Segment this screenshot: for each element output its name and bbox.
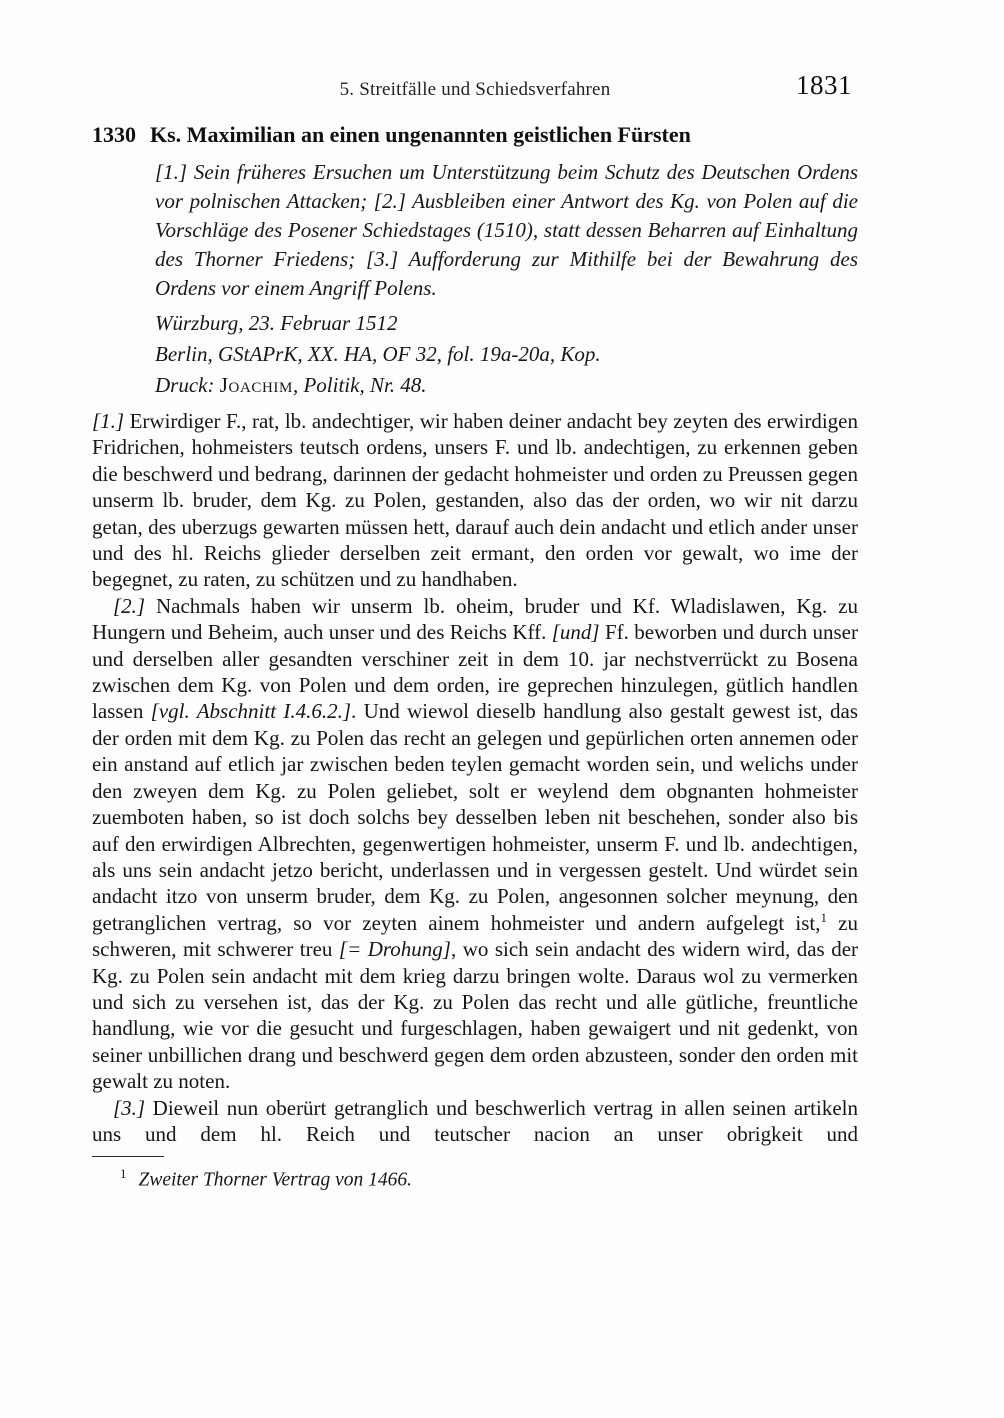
meta-block — [155, 308, 858, 401]
document-number: 1330 — [92, 122, 136, 147]
text-block — [92, 70, 859, 1194]
print-author: Joachim — [219, 373, 293, 397]
body-paragraph-2: [2.] Nachmals haben wir unserm lb. oheim, bruder und Kf. Wladislawen, Kg. zu Hungern und Beheim, auch unser und des Reichs Kff. [und] Ff. beworben und durch unser und derselben aller gesandten verschiner zeit in dem 10. jar nechstverrückt zu Bosena zwischen dem Kg. von Polen und dem orden, ire geprechen hinzulegen, gütlich handlen lassen [vgl. Abschnitt I.4.6.2.]. Und wiewol dieselb handlung also gestalt gewest ist, das der orden mit dem Kg. zu Polen das recht an gelegen und gepürlichen orten annemen oder ein anstand auf etlich jar zwischen beden teylen gemacht worden sein, und welichs under den zweyen dem Kg. zu Polen geliebet, solt er weylend dem obgnanten hohmeister zuemboten haben, so ist doch solchs bey desselben leben nit beschehen, sonder also bis auf den erwirdigen Albrechten, gegenwertigen hohmeister, unserm F. und lb. andechtigen, als uns sein andacht jetzo bericht, underlassen und in vergessen gestelt. Und würdet sein andacht itzo von unserm bruder, dem Kg. zu Polen, angesonnen solcher meynung, den getranglichen vertrag, so vor zeyten ainem hohmeister und andern aufgelegt ist,$^1$ zu schweren, mit schwerer treu [= Drohung], wo sich sein andacht des widern wird, das der Kg. zu Polen sein andacht mit dem krieg darzu bringen wolte. Daraus wol zu vermerken und sich zu versehen ist, das der Kg. zu Polen das recht und alle gütliche, freuntliche handlung, wie vor die gesucht und furgeschlagen, haben gewaigert und nit gedenkt, von seiner unbillichen drang und beschwerd gegen dem orden abzusteen, sonder den orden mit gewalt zu noten. — [92, 593, 859, 1094]
print-label: Druck: — [155, 373, 215, 397]
print-reference-line — [155, 370, 858, 401]
archive-reference-line: Berlin, GStAPrK, XX. HA, OF 32, fol. 19a-20a, Kop. — [155, 342, 601, 366]
summary-paragraph: [1.] Sein früheres Ersuchen um Unterstützung beim Schutz des Deutschen Ordens vor polnischen Attacken; [2.] Ausbleiben einer Antwort des Kg. von Polen auf die Vorschläge des Posener Schiedstages (1510), statt dessen Beharren auf Einhaltung des Thorner Friedens; [3.] Aufforderung zur Mithilfe bei der Bewahrung des Ordens vor einem Angriff Polens. — [155, 160, 858, 300]
document-heading — [92, 121, 858, 149]
place-date-line: Würzburg, 23. Februar 1512 — [155, 311, 398, 335]
footnote-marker: 1 — [120, 1166, 127, 1182]
running-head-title: 5. Streitfälle und Schiedsverfahren — [339, 79, 611, 100]
page-number: 1831 — [796, 70, 852, 100]
running-head — [92, 70, 858, 102]
footnote-text: Zweiter Thorner Vertrag von 1466. — [138, 1169, 413, 1191]
body-paragraph-3: [3.] Dieweil nun oberürt getranglich und beschwerlich vertrag in allen seinen artikeln uns und dem hl. Reich und teutscher nacion an unser obrigkeit und — [92, 1095, 858, 1146]
footnote-separator — [92, 1156, 164, 1157]
document-title: Ks. Maximilian an einen ungenannten geistlichen Fürsten — [150, 122, 691, 147]
print-detail: , Politik, Nr. 48. — [292, 373, 427, 397]
body-paragraph-1: [1.] Erwirdiger F., rat, lb. andechtiger, wir haben deiner andacht bey zeyten des erwirdigen Fridrichen, hohmeisters teutsch ordens, unsers F. und lb. andechtigen, zu erkennen geben die beschwerd und bedrang, darinnen der gedacht hohmeister und orden zu Preussen gegen unserm lb. bruder, dem Kg. zu Polen, gestanden, also das der orden, wo wir nit darzu getan, des uberzugs gewarten müssen hett, darauf auch dein andacht und etlich ander unser und des hl. Reichs glieder derselben zeit ermant, den orden vor gewalt, wo ime der begegnet, zu raten, zu schützen und zu handhaben. — [92, 409, 858, 592]
footnote — [92, 1161, 858, 1194]
letter-body — [92, 408, 858, 1147]
